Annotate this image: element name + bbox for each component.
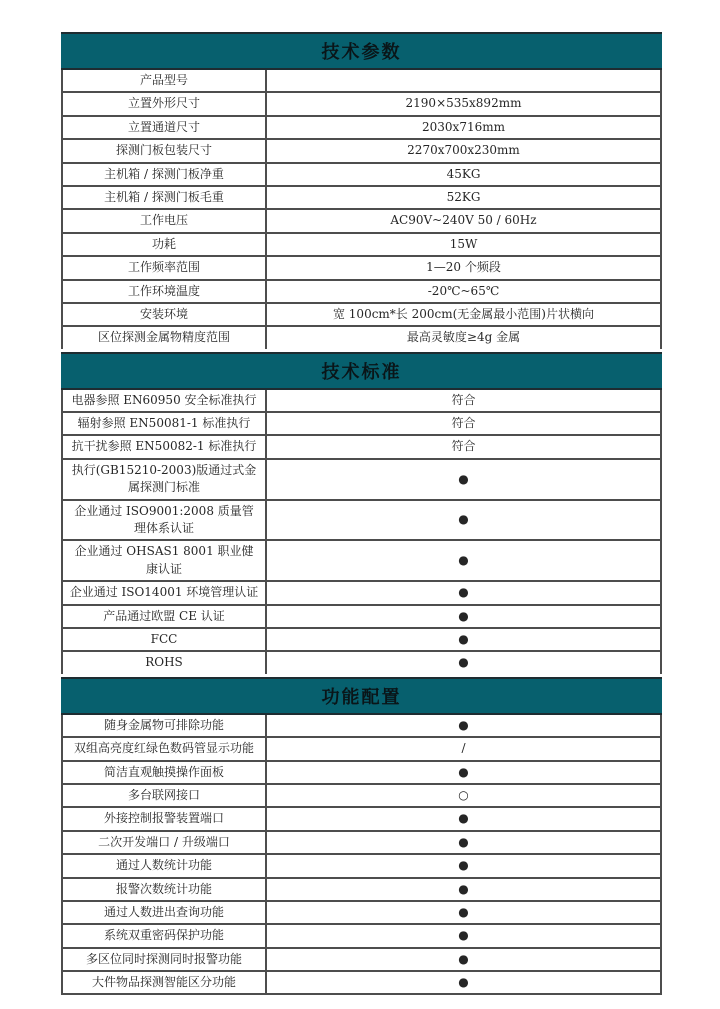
row-label-cell: 简洁直观触摸操作面板: [63, 762, 267, 783]
row-label-cell: 双组高亮度红绿色数码管显示功能: [63, 738, 267, 759]
row-label-cell: 外接控制报警装置端口: [63, 808, 267, 829]
table-row: [63, 539, 660, 580]
section-header: [61, 352, 662, 390]
row-label-cell: 通过人数统计功能: [63, 855, 267, 876]
row-label-cell: 多区位同时探测同时报警功能: [63, 949, 267, 970]
row-value-cell: 2270x700x230mm: [407, 143, 520, 158]
row-value-cell: ●: [458, 471, 469, 486]
row-label-cell: 系统双重密码保护功能: [63, 925, 267, 946]
row-value-cell: ●: [458, 975, 469, 990]
row-label-cell: 产品型号: [63, 70, 267, 91]
row-label-cell: 立置通道尺寸: [63, 117, 267, 138]
row-label-cell: 二次开发端口 / 升级端口: [63, 832, 267, 853]
table-row: [63, 806, 660, 829]
table-row: [63, 947, 660, 970]
section-title: 技术参数: [321, 42, 402, 62]
row-value-cell: ●: [458, 585, 469, 600]
row-label-cell: 抗干扰参照 EN50082-1 标准执行: [63, 436, 267, 457]
row-value-cell: 45KG: [446, 166, 481, 181]
table-row: [63, 877, 660, 900]
row-label-cell: 主机箱 / 探测门板毛重: [63, 187, 267, 208]
table-row: [63, 434, 660, 457]
row-label-cell: FCC: [63, 629, 267, 650]
row-label-cell: 企业通过 ISO14001 环境管理认证: [63, 582, 267, 603]
row-label-cell: 主机箱 / 探测门板净重: [63, 164, 267, 185]
row-value-cell: ●: [458, 631, 469, 646]
row-value-cell: ●: [458, 655, 469, 670]
row-value-cell: ●: [458, 512, 469, 527]
row-value-cell: ●: [458, 881, 469, 896]
row-value-cell: 1—20 个频段: [426, 260, 501, 275]
row-value-cell: AC90V~240V 50 / 60Hz: [390, 213, 537, 228]
row-label-cell: 通过人数进出查询功能: [63, 902, 267, 923]
row-value-cell: ●: [458, 951, 469, 966]
table-row: [63, 325, 660, 348]
row-value-cell: 符合: [451, 392, 476, 407]
table-row: [63, 70, 660, 91]
row-value-cell: ●: [458, 928, 469, 943]
section-rows: [61, 70, 662, 349]
row-value-cell: 52KG: [446, 189, 481, 204]
row-label-cell: 随身金属物可排除功能: [63, 715, 267, 736]
table-row: [63, 138, 660, 161]
row-label-cell: 安装环境: [63, 304, 267, 325]
table-row: [63, 115, 660, 138]
table-row: [63, 232, 660, 255]
row-label-cell: 探测门板包装尺寸: [63, 140, 267, 161]
row-value-cell: ●: [458, 834, 469, 849]
table-row: [63, 185, 660, 208]
table-row: [63, 604, 660, 627]
row-value-cell: ●: [458, 764, 469, 779]
table-row: [63, 580, 660, 603]
table-row: [63, 970, 660, 993]
row-label-cell: ROHS: [63, 652, 267, 673]
row-value-cell: 2190×535x892mm: [405, 96, 522, 111]
table-row: [63, 650, 660, 673]
table-row: [63, 900, 660, 923]
row-value-cell: 最高灵敏度≥4g 金属: [406, 330, 521, 345]
row-label-cell: 多台联网接口: [63, 785, 267, 806]
section-header: [61, 677, 662, 715]
table-row: [63, 715, 660, 736]
row-value-cell: [267, 70, 660, 91]
row-value-cell: 符合: [451, 416, 476, 431]
section-rows: [61, 390, 662, 674]
row-label-cell: 企业通过 ISO9001:2008 质量管理体系认证: [63, 501, 267, 540]
table-row: [63, 736, 660, 759]
table-row: [63, 91, 660, 114]
row-label-cell: 执行(GB15210-2003)版通过式金属探测门标准: [63, 460, 267, 499]
row-label-cell: 报警次数统计功能: [63, 879, 267, 900]
row-label-cell: 工作环境温度: [63, 281, 267, 302]
table-row: [63, 208, 660, 231]
row-label-cell: 大件物品探测智能区分功能: [63, 972, 267, 993]
row-value-cell: -20℃~65℃: [427, 283, 500, 298]
row-label-cell: 产品通过欧盟 CE 认证: [63, 606, 267, 627]
spec-table: [61, 32, 662, 995]
table-row: [63, 411, 660, 434]
section-header: [61, 32, 662, 70]
row-label-cell: 企业通过 OHSAS1 8001 职业健康认证: [63, 541, 267, 580]
table-row: [63, 783, 660, 806]
row-value-cell: /: [461, 741, 466, 756]
table-row: [63, 390, 660, 411]
row-value-cell: ●: [458, 608, 469, 623]
row-label-cell: 工作频率范围: [63, 257, 267, 278]
row-label-cell: 功耗: [63, 234, 267, 255]
table-row: [63, 923, 660, 946]
table-row: [63, 499, 660, 540]
section-technical-parameters: [61, 32, 662, 349]
table-row: [63, 458, 660, 499]
row-value-cell: 符合: [451, 439, 476, 454]
row-label-cell: 区位探测金属物精度范围: [63, 327, 267, 348]
table-row: [63, 853, 660, 876]
section-rows: [61, 715, 662, 996]
row-value-cell: ●: [458, 858, 469, 873]
table-row: [63, 162, 660, 185]
row-label-cell: 辐射参照 EN50081-1 标准执行: [63, 413, 267, 434]
row-label-cell: 工作电压: [63, 210, 267, 231]
row-value-cell: ○: [458, 787, 469, 802]
table-row: [63, 760, 660, 783]
table-row: [63, 830, 660, 853]
row-value-cell: 宽 100cm*长 200cm(无金属最小范围)片状横向: [332, 306, 594, 321]
row-value-cell: 2030x716mm: [422, 119, 505, 134]
row-value-cell: ●: [458, 717, 469, 732]
section-technical-standards: [61, 352, 662, 674]
row-label-cell: 立置外形尺寸: [63, 93, 267, 114]
row-label-cell: 电器参照 EN60950 安全标准执行: [63, 390, 267, 411]
table-row: [63, 255, 660, 278]
table-row: [63, 627, 660, 650]
section-title: 功能配置: [321, 686, 402, 707]
table-row: [63, 279, 660, 302]
section-function-configuration: [61, 677, 662, 996]
row-value-cell: 15W: [449, 236, 478, 251]
row-value-cell: ●: [458, 904, 469, 919]
section-title: 技术标准: [321, 361, 402, 382]
row-value-cell: ●: [458, 553, 469, 568]
table-row: [63, 302, 660, 325]
row-value-cell: ●: [458, 811, 469, 826]
